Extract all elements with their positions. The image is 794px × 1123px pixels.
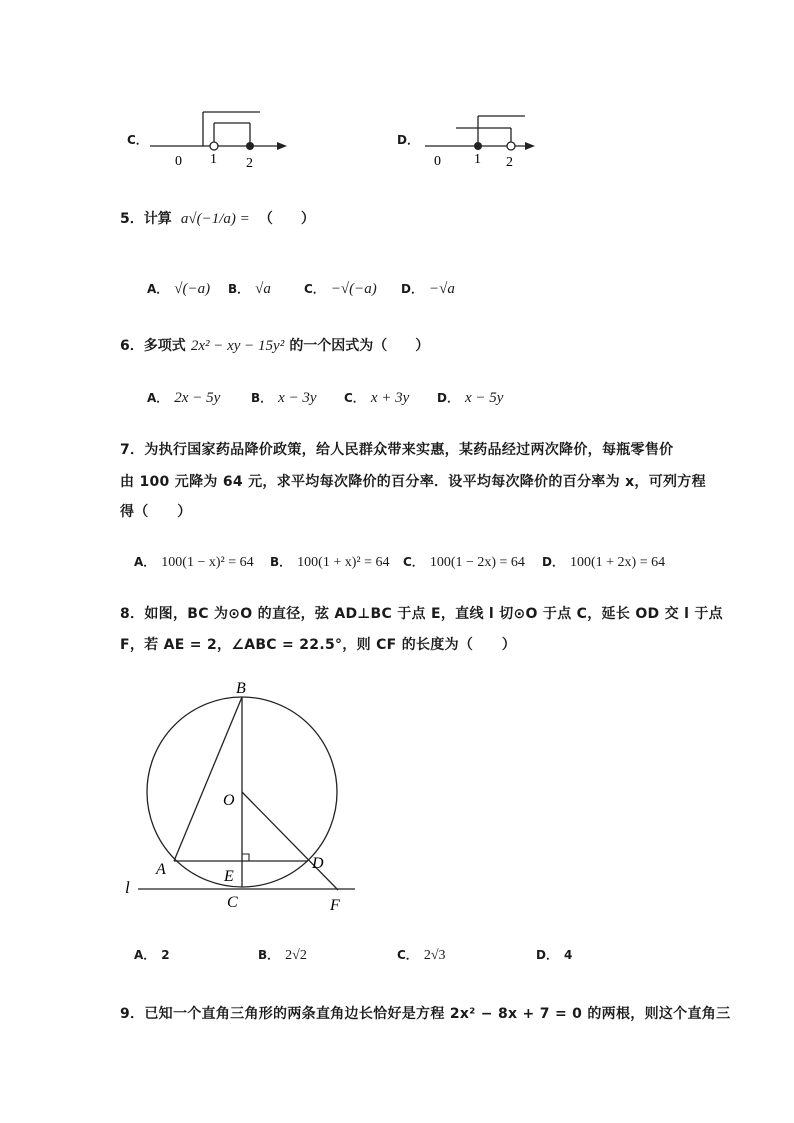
question-6 (120, 335, 429, 355)
q7-option-c[interactable]: C． 100(1 − 2x) = 64 (403, 555, 525, 570)
q8-option-c[interactable]: C． 2√3 (397, 948, 446, 963)
q7-line-3: 得（ ） (120, 504, 192, 520)
q4-c-tick-2: 2 (246, 156, 253, 171)
q7-line-2: 由 100 元降为 64 元，求平均每次降价的百分率．设平均每次降价的百分率为 x，可列方程 (120, 474, 706, 490)
q5-expression: a√(−1/a) = (180, 211, 250, 227)
q8-option-a[interactable]: A． 2 (134, 948, 170, 962)
q4-c-tick-1: 1 (210, 152, 217, 167)
q4-option-d-label: D． (397, 133, 419, 147)
q6-expression: 2x² − xy − 15y² (190, 338, 285, 354)
q6-suffix: 的一个因式为（ ） (289, 338, 430, 354)
q5-prefix: 5．计算 (120, 211, 172, 227)
label-O: O (223, 792, 235, 809)
q4-option-d[interactable] (395, 108, 565, 173)
q4-number-line-c (145, 108, 305, 173)
q8-option-d[interactable]: D． 4 (536, 948, 573, 962)
label-B: B (236, 680, 246, 697)
q8-line-2: F，若 AE = 2，∠ABC = 22.5°，则 CF 的长度为（ ） (120, 637, 517, 653)
q7-option-b[interactable]: B． 100(1 + x)² = 64 (270, 555, 390, 570)
q9-line-1: 9．已知一个直角三角形的两条直角边长恰好是方程 2x² − 8x + 7 = 0 的两根，则这个直角三 (120, 1006, 731, 1022)
q7-option-d[interactable]: D． 100(1 + 2x) = 64 (542, 555, 666, 570)
q4-d-tick-1: 1 (474, 152, 481, 167)
q7-line-1: 7．为执行国家药品降价政策，给人民群众带来实惠，某药品经过两次降价，每瓶零售价 (120, 442, 674, 458)
q5-option-c[interactable]: C． −√(−a) (304, 281, 377, 297)
label-C: C (227, 894, 238, 911)
q6-option-b[interactable]: B． x − 3y (251, 390, 317, 406)
q5-option-a[interactable]: A． √(−a) (147, 281, 211, 297)
q4-option-c[interactable] (125, 108, 295, 173)
label-D: D (312, 855, 324, 872)
label-A: A (156, 861, 166, 878)
q5-paren: （ ） (258, 211, 315, 227)
q4-d-tick-0: 0 (434, 154, 441, 169)
q8-line-1: 8．如图，BC 为⊙O 的直径，弦 AD⊥BC 于点 E，直线 l 切⊙O 于点 C，延长 OD 交 l 于点 (120, 606, 723, 622)
q4-number-line-d (420, 108, 570, 173)
label-F: F (330, 897, 340, 914)
q4-option-c-label: C． (127, 133, 148, 147)
q6-option-d[interactable]: D． x − 5y (437, 390, 504, 406)
label-l: l (125, 878, 130, 897)
q4-c-tick-0: 0 (175, 154, 182, 169)
label-E: E (224, 868, 234, 885)
q8-geometry-figure (110, 678, 370, 918)
q4-d-tick-2: 2 (506, 155, 513, 170)
question-5 (120, 208, 315, 248)
q6-option-c[interactable]: C． x + 3y (344, 390, 410, 406)
q8-option-b[interactable]: B． 2√2 (258, 948, 307, 963)
q7-option-a[interactable]: A． 100(1 − x)² = 64 (134, 555, 254, 570)
q5-option-d[interactable]: D． −√a (401, 281, 455, 297)
q6-prefix: 6．多项式 (120, 338, 186, 354)
q5-option-b[interactable]: B． √a (228, 281, 271, 297)
q6-option-a[interactable]: A． 2x − 5y (147, 390, 221, 406)
